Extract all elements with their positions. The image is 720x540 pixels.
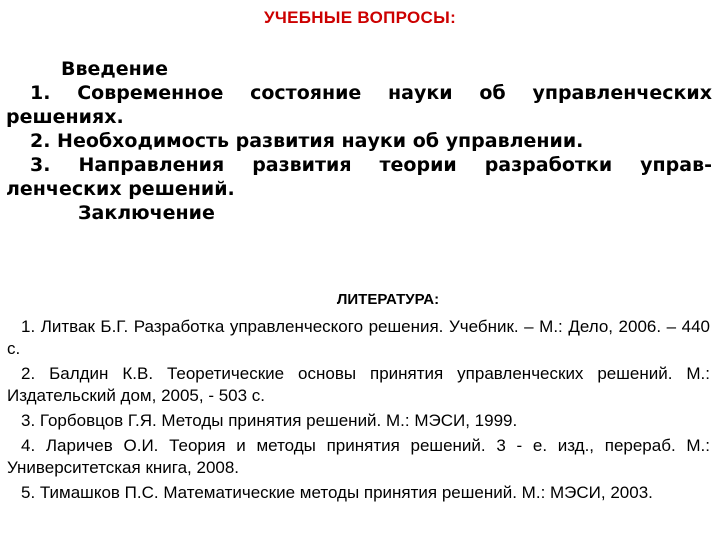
literature-item: 2. Балдин К.В. Теоретические основы принятия управленческих решений. М.: Издательский дом, 2005, - 503 с. xyxy=(7,364,710,405)
question-3-line-2: ленческих решений. xyxy=(6,178,235,200)
question-1-line-2: решениях. xyxy=(6,106,124,128)
question-1-line-1: 1. Современное состояние науки об управленческих xyxy=(30,82,712,104)
literature-item: 1. Литвак Б.Г. Разработка управленческого решения. Учебник. – М.: Дело, 2006. – 440 с. xyxy=(7,317,710,358)
literature-item: 5. Тимашков П.С. Математические методы принятия решений. М.: МЭСИ, 2003. xyxy=(21,483,653,502)
question-3-line-1: 3. Направления развития теории разработки управ- xyxy=(30,154,712,176)
question-2: 2. Необходимость развития науки об управлении. xyxy=(30,130,584,152)
questions-list xyxy=(6,57,712,225)
literature-heading: ЛИТЕРАТУРА: xyxy=(336,291,440,308)
slide-title: УЧЕБНЫЕ ВОПРОСЫ: xyxy=(263,8,457,27)
question-intro: Введение xyxy=(61,58,168,80)
question-conclusion: Заключение xyxy=(78,202,215,224)
literature-list xyxy=(7,316,710,507)
literature-item: 4. Ларичев О.И. Теория и методы принятия решений. 3 - е. изд., перераб. М.: Университетская книга, 2008. xyxy=(7,436,710,477)
literature-item: 3. Горбовцов Г.Я. Методы принятия решений. М.: МЭСИ, 1999. xyxy=(21,411,518,430)
